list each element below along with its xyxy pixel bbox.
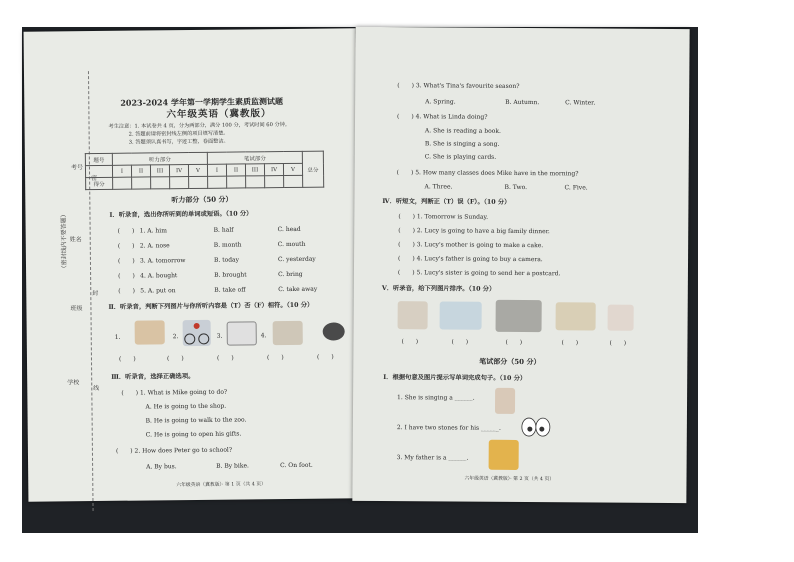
answer-paren: ( ) bbox=[266, 354, 284, 362]
page-footer: 六年级英语（冀教版）· 第 1 页（共 4 页） bbox=[176, 482, 266, 489]
score-roman: V bbox=[283, 163, 302, 175]
option-a: 3. A. tomorrow bbox=[139, 257, 186, 265]
listening-header: 听力部分（50 分） bbox=[171, 194, 233, 205]
notice-line-2: 2. 答题前请将密封线左侧的项目填写清楚。 bbox=[128, 130, 229, 138]
option-a: 5. A. put on bbox=[140, 287, 176, 295]
option: C. Winter. bbox=[565, 99, 596, 107]
side-label-name: 姓名 bbox=[69, 236, 82, 244]
picture-swimming-icon bbox=[440, 301, 482, 329]
score-cell bbox=[132, 177, 151, 189]
fill-sentence-1: 1. She is singing a ______. bbox=[397, 394, 475, 402]
notice-line-1: 考生注意：1. 本试卷共 4 页，分为两部分，满分 100 分，考试时间 60 分钟。 bbox=[108, 121, 291, 130]
option-b: B. today bbox=[213, 256, 240, 264]
score-header-writing: 笔试部分 bbox=[207, 151, 302, 164]
score-cell bbox=[284, 175, 303, 187]
tf-statement: ( ) 5. Lucy's sister is going to send her a postcard. bbox=[397, 269, 561, 278]
exam-title: 2023-2024 学年第一学期学生素质监测试题 bbox=[120, 96, 283, 108]
score-cell bbox=[246, 176, 265, 188]
section-4-title: Ⅳ．听短文，判断正（T）误（F）。（10 分） bbox=[382, 198, 511, 206]
score-roman: II bbox=[131, 165, 150, 177]
option-c: C. yesterday bbox=[277, 255, 316, 264]
section-1-title: Ⅰ．听录音，选出你所听到的单词或短语。（10 分） bbox=[109, 210, 253, 219]
answer-paren: ( ) bbox=[118, 287, 135, 295]
score-table bbox=[85, 151, 324, 191]
option: A. Spring. bbox=[425, 98, 456, 106]
picture-stone-icon bbox=[323, 322, 345, 340]
exam-page-2 bbox=[352, 27, 689, 503]
option-c: C. take away bbox=[278, 285, 318, 294]
option: B. She is singing a song. bbox=[424, 140, 500, 148]
option: C. He is going to open his gifts. bbox=[145, 430, 242, 439]
score-cell bbox=[151, 177, 170, 189]
picture-computer-icon bbox=[227, 321, 257, 345]
score-cell bbox=[265, 176, 284, 188]
score-roman: II bbox=[226, 164, 245, 176]
option-c: C. head bbox=[277, 225, 301, 234]
picture-clock-icon bbox=[608, 305, 634, 331]
score-header-number: 题号 bbox=[85, 153, 112, 165]
seal-char-feng: 封 bbox=[92, 289, 99, 298]
score-row-label: 得分 bbox=[86, 177, 113, 189]
picture-bus-icon bbox=[489, 440, 519, 470]
picture-singer-icon bbox=[495, 388, 515, 414]
option-a: 2. A. nose bbox=[139, 242, 170, 250]
option: A. She is reading a book. bbox=[424, 127, 501, 135]
question-3: ( ) 3. What's Tina's favourite season? bbox=[397, 82, 520, 90]
option-a: 4. A. bought bbox=[140, 272, 178, 280]
tf-statement: ( ) 1. Tomorrow is Sunday. bbox=[398, 213, 489, 221]
option-a: 1. A. him bbox=[139, 227, 167, 235]
answer-paren: ( ) bbox=[609, 339, 627, 347]
question-2: ( ) 2. How does Peter go to school? bbox=[115, 446, 233, 455]
page-footer: 六年级英语（冀教版）· 第 2 页（共 4 页） bbox=[464, 476, 555, 483]
answer-paren: ( ) bbox=[561, 339, 579, 347]
option: A. By bus. bbox=[146, 463, 177, 471]
score-cell bbox=[170, 177, 189, 189]
answer-paren: ( ) bbox=[117, 227, 135, 235]
picture-number: 1. bbox=[114, 333, 121, 341]
picture-number: 3. bbox=[216, 332, 223, 340]
answer-paren: ( ) bbox=[117, 242, 135, 250]
option: B. He is going to walk to the zoo. bbox=[145, 416, 247, 425]
option: A. Three. bbox=[424, 183, 453, 191]
seal-notice: （密封线内不要答题） bbox=[60, 211, 69, 272]
score-cell-empty bbox=[85, 165, 112, 177]
tf-statement: ( ) 4. Lucy's father is going to buy a camera. bbox=[398, 255, 543, 264]
score-roman: III bbox=[245, 164, 264, 176]
picture-room-icon bbox=[496, 300, 542, 332]
answer-paren: ( ) bbox=[118, 272, 135, 280]
score-roman: IV bbox=[264, 164, 283, 176]
picture-bike-icon bbox=[183, 320, 211, 346]
answer-paren: ( ) bbox=[316, 353, 334, 361]
score-header-total: 总分 bbox=[302, 151, 323, 187]
score-roman: I bbox=[207, 164, 226, 176]
answer-paren: ( ) bbox=[117, 257, 135, 265]
picture-hiking-icon bbox=[135, 320, 165, 344]
section-2-title: Ⅱ．听录音，判断下列图片与你所听内容是（T）否（F）相符。（10 分） bbox=[108, 301, 314, 311]
option: B. Two. bbox=[504, 183, 528, 192]
picture-reading-icon bbox=[556, 302, 596, 330]
score-roman: I bbox=[112, 165, 131, 177]
option-b: B. month bbox=[213, 241, 242, 249]
question-1: ( ) 1. What is Mike going to do? bbox=[121, 388, 228, 397]
notice-line-3: 3. 答题须认真书写，字迹工整，卷面整洁。 bbox=[128, 138, 229, 146]
exam-subtitle: 六年级英语（冀教版） bbox=[166, 108, 272, 121]
option-c: C. bring bbox=[278, 270, 303, 279]
option: C. She is playing cards. bbox=[424, 153, 497, 161]
score-cell bbox=[113, 177, 132, 189]
fill-sentence-3: 3. My father is a ______. bbox=[396, 454, 469, 462]
side-label-number: 考号 bbox=[70, 164, 84, 172]
score-roman: V bbox=[188, 164, 207, 176]
answer-paren: ( ) bbox=[166, 355, 184, 363]
side-label-school: 学校 bbox=[67, 379, 80, 387]
answer-paren: ( ) bbox=[216, 354, 234, 362]
exam-page-1 bbox=[24, 28, 361, 501]
writing-header: 笔试部分（50 分） bbox=[479, 356, 541, 367]
option: B. Autumn. bbox=[505, 98, 540, 107]
option: C. Five. bbox=[564, 184, 588, 192]
section-5-title: Ⅴ．听录音，给下列图片排序。（10 分） bbox=[381, 285, 496, 293]
picture-number: 4. bbox=[260, 332, 267, 340]
score-cell bbox=[227, 176, 246, 188]
answer-paren: ( ) bbox=[401, 338, 419, 346]
side-label-class: 班级 bbox=[70, 305, 83, 313]
score-cell bbox=[208, 176, 227, 188]
tf-statement: ( ) 2. Lucy is going to have a big family dinner. bbox=[398, 227, 550, 236]
option: A. He is going to the shop. bbox=[145, 402, 227, 411]
question-5: ( ) 5. How many classes does Mike have in the morning? bbox=[396, 169, 579, 178]
writing-section-1-title: Ⅰ．根据句意及图片提示写单词完成句子。（10 分） bbox=[383, 374, 527, 383]
option-b: B. half bbox=[213, 226, 234, 234]
fill-sentence-2: 2. I have two stones for his ______. bbox=[396, 424, 501, 432]
picture-girl-icon bbox=[398, 301, 428, 329]
score-header-listening: 听力部分 bbox=[112, 152, 207, 165]
seal-char-mi: 密 bbox=[91, 174, 98, 183]
answer-paren: ( ) bbox=[505, 338, 523, 347]
tf-statement: ( ) 3. Lucy's mother is going to make a cake. bbox=[398, 241, 544, 250]
option: C. On foot. bbox=[280, 461, 313, 470]
option: B. By bike. bbox=[216, 462, 249, 470]
picture-number: 2. bbox=[172, 333, 179, 341]
option-b: B. take off bbox=[214, 286, 246, 294]
picture-eyes-icon bbox=[521, 416, 551, 438]
section-3-title: Ⅲ．听录音，选择正确选项。 bbox=[111, 372, 195, 381]
seal-char-xian: 线 bbox=[93, 384, 100, 393]
answer-paren: ( ) bbox=[451, 338, 469, 346]
score-roman: IV bbox=[169, 165, 188, 177]
score-roman: III bbox=[150, 165, 169, 177]
score-cell bbox=[189, 176, 208, 188]
option-c: C. mouth bbox=[277, 240, 306, 249]
answer-paren: ( ) bbox=[118, 355, 136, 363]
question-4: ( ) 4. What is Linda doing? bbox=[397, 113, 488, 121]
option-b: B. brought bbox=[214, 271, 247, 279]
picture-shopping-icon bbox=[273, 321, 303, 345]
